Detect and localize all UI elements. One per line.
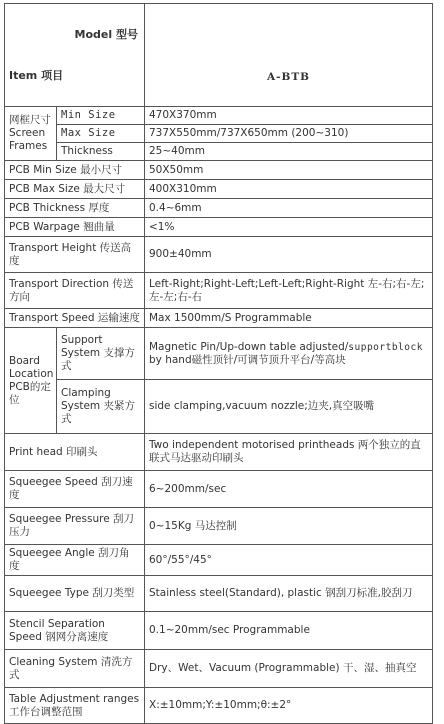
spec-table (4, 3, 433, 724)
table-row (5, 612, 433, 650)
thickness-label: Thickness (57, 143, 145, 161)
pcb-thickness-value: 0.4~6mm (145, 199, 433, 218)
support-value-line1: Magnetic Pin/Up-down table adjusted/ (149, 340, 349, 353)
stencil-separation-value: 0.1~20mm/sec Programmable (145, 612, 433, 650)
min-size-value: 470X370mm (145, 107, 433, 125)
table-row (5, 380, 433, 434)
table-row (5, 650, 433, 688)
table-row (5, 309, 433, 328)
support-value-line2: supportblock (348, 341, 423, 353)
table-row (5, 434, 433, 471)
table-row (5, 218, 433, 237)
table-row (5, 508, 433, 545)
pcb-warpage-value: <1% (145, 218, 433, 237)
pcb-max-label: PCB Max Size 最大尺寸 (5, 180, 145, 199)
max-size-value: 737X550mm/737X650mm (200~310) (145, 125, 433, 143)
table-row (5, 545, 433, 576)
transport-direction-value: Left-Right;Right-Left;Left-Left;Right-Right 左-右;右-左;左-左;右-右 (145, 273, 433, 309)
squeegee-type-label: Squeegee Type 刮刀类型 (5, 576, 145, 612)
table-row (5, 237, 433, 273)
squeegee-speed-value: 6~200mm/sec (145, 471, 433, 508)
squeegee-pressure-value: 0~15Kg 马达控制 (145, 508, 433, 545)
table-adjustment-value: X:±10mm;Y:±10mm;θ:±2° (145, 688, 433, 724)
support-system-label: Support System 支撑方式 (57, 328, 145, 380)
squeegee-angle-value: 60°/55°/45° (145, 545, 433, 576)
stencil-separation-label: Stencil Separation Speed 钢网分离速度 (5, 612, 145, 650)
transport-direction-label: Transport Direction 传送方向 (5, 273, 145, 309)
table-row (5, 125, 433, 143)
model-value: A-BTB (266, 70, 311, 83)
transport-height-label: Transport Height 传送高度 (5, 237, 145, 273)
pcb-min-value: 50X50mm (145, 161, 433, 180)
squeegee-type-value: Stainless steel(Standard), plastic 钢刮刀标准,胶刮刀 (145, 576, 433, 612)
table-row (5, 180, 433, 199)
table-row (5, 688, 433, 724)
item-label: Item 项目 (9, 69, 64, 82)
print-head-value: Two independent motorised printheads 两个独立的直联式马达驱动印刷头 (145, 434, 433, 471)
pcb-thickness-label: PCB Thickness 厚度 (5, 199, 145, 218)
table-row (5, 576, 433, 612)
pcb-max-value: 400X310mm (145, 180, 433, 199)
support-value-line3: by hand磁性顶针/可调节顶升平台/等高块 (149, 353, 346, 366)
squeegee-speed-label: Squeegee Speed 刮刀速度 (5, 471, 145, 508)
table-row (5, 143, 433, 161)
min-size-label: Min Size (57, 107, 145, 125)
max-size-label: Max Size (57, 125, 145, 143)
header-row (5, 4, 433, 107)
screen-frames-label: 网框尺寸 Screen Frames (5, 107, 57, 161)
support-system-value (145, 328, 433, 380)
print-head-label: Print head 印刷头 (5, 434, 145, 471)
cleaning-system-label: Cleaning System 清洗方式 (5, 650, 145, 688)
board-location-label: Board Location PCB的定位 (5, 328, 57, 434)
model-label: Model 型号 (74, 28, 138, 41)
table-row (5, 471, 433, 508)
table-row (5, 199, 433, 218)
clamping-system-label: Clamping System 夹紧方式 (57, 380, 145, 434)
table-row (5, 107, 433, 125)
transport-speed-value: Max 1500mm/S Programmable (145, 309, 433, 328)
transport-height-value: 900±40mm (145, 237, 433, 273)
table-adjustment-label: Table Adjustment ranges 工作台调整范围 (5, 688, 145, 724)
cleaning-system-value: Dry、Wet、Vacuum (Programmable) 干、湿、抽真空 (145, 650, 433, 688)
squeegee-angle-label: Squeegee Angle 刮刀角度 (5, 545, 145, 576)
table-row (5, 328, 433, 380)
model-value-cell (145, 4, 433, 107)
header-label-cell (5, 4, 145, 107)
thickness-value: 25~40mm (145, 143, 433, 161)
squeegee-pressure-label: Squeegee Pressure 刮刀压力 (5, 508, 145, 545)
spec-sheet (4, 3, 432, 724)
transport-speed-label: Transport Speed 运输速度 (5, 309, 145, 328)
table-row (5, 161, 433, 180)
clamping-system-value: side clamping,vacuum nozzle;边夹,真空吸嘴 (145, 380, 433, 434)
table-row (5, 273, 433, 309)
pcb-min-label: PCB Min Size 最小尺寸 (5, 161, 145, 180)
pcb-warpage-label: PCB Warpage 翘曲量 (5, 218, 145, 237)
